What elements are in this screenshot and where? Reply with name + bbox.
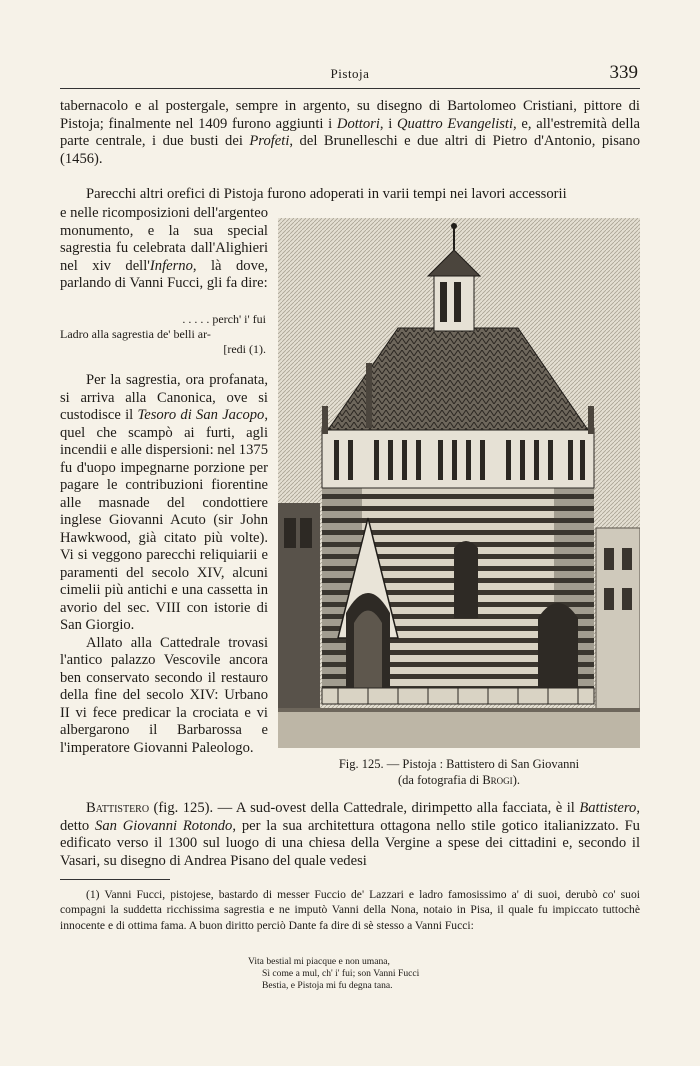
verse-line-1: Vita bestial mi piacque e non umana, — [248, 956, 390, 967]
verse-line-3: Bestia, e Pistoja mi fu degna tana. — [262, 980, 393, 991]
para3-tesoro: Tesoro di San Jacopo — [137, 407, 265, 423]
para5-text-3: , per la sua architettura ottagona nello stile gotico italianizzato. Fu edificato verso il 1300 sul luogo di una chiesa della Vergine a spese dei cittadini e, secondo il Vasari, su disegno di Andrea Pisano del quale vedesi — [60, 817, 640, 869]
footnote-rule — [60, 879, 170, 880]
caption-credit-name: Brogi — [482, 773, 513, 787]
para2-inferno: Inferno — [149, 257, 193, 274]
quote-line-1: . . . . . perch' i' fui — [182, 312, 266, 326]
para2-text-1: e nelle ricomposizioni dell'argenteo monumento, e la sua special sagrestia fu celebrata dall'Alighieri nel xiv dell' — [60, 205, 268, 274]
lead-text-1: tabernacolo e al postergale, sempre in argento, su disegno di Bartolomeo Cristiani, pittore di Pistoja; finalmente nel 1409 furono aggiunti i — [60, 98, 640, 132]
lead-profeti: Profeti — [249, 133, 290, 149]
caption-credit-pre: (da fotografia di — [398, 773, 483, 787]
para5-text-2: , detto — [60, 800, 640, 834]
caption-line-2 — [278, 772, 640, 788]
footnote-text: (1) Vanni Fucci, pistojese, bastardo di messer Fuccio de' Lazzari e ladro famosissimo a' di suoi, derubò co' suoi compagni la suddetta ricchissima sagrestia e ne imputò Vanni della Nona, notaio in Pisa, il quale fu impiccato tuttochè innocente e di ottima fama. A buon diritto perciò Dante fa dire di sè stesso a Vanni Fucci: — [60, 888, 640, 932]
lead-text-2: , i — [379, 115, 397, 132]
figure-caption — [278, 756, 640, 788]
caption-credit-post: ). — [512, 773, 520, 787]
para4: Allato alla Cattedrale trovasi l'antico palazzo Vescovile ancora ben conservato secondo il restauro della fine del secolo XIV: Urbano II vi fece predicar la crociata e vi albergarono il Barbarossa e l'imperatore Giovanni Paleologo. — [60, 634, 268, 756]
quote-line-2: Ladro alla sagrestia de' belli ar- — [60, 327, 211, 341]
battistero-illustration — [278, 218, 640, 748]
para3-text-1: Per la sagrestia, ora profanata, si arriva alla Canonica, ove si custodisce il — [60, 372, 268, 423]
quote-line-3: [redi (1). — [223, 342, 266, 356]
para5-text-1: (fig. 125). — A sud-ovest della Cattedrale, dirimpetto alla facciata, è il — [149, 800, 580, 816]
footnote-verse — [248, 956, 508, 992]
lead-text-3: , e, all'estremità della parte centrale, i due busti dei — [60, 115, 640, 149]
lead-dottori: Dottori — [336, 115, 380, 132]
verse-line-2: Sì come a mul, ch' i' fui; son Vanni Fucci — [262, 968, 420, 979]
para2-column — [60, 205, 268, 293]
para3 — [60, 372, 268, 635]
para5 — [60, 800, 640, 870]
header-rule — [60, 88, 640, 89]
dante-quote — [60, 312, 266, 357]
para5-body — [60, 800, 640, 870]
para5-san-giovanni: San Giovanni Rotondo — [95, 817, 233, 834]
running-title: Pistoja — [330, 66, 370, 81]
page-number: 339 — [609, 62, 638, 83]
para2-first-line: Parecchi altri orefici di Pistoja furono adoperati in varii tempi nei lavori accessorii — [86, 186, 567, 202]
footnote — [60, 887, 640, 933]
lead-evangelisti: Quattro Evangelisti — [397, 115, 514, 132]
para5-battistero: Battistero — [579, 800, 637, 816]
para2-text-2: , là dove, parlando di Vanni Fucci, gli fa dire: — [60, 257, 268, 291]
lead-paragraph — [60, 98, 640, 168]
section-label-battistero: Battistero — [86, 800, 150, 816]
caption-line-1: Fig. 125. — Pistoja : Battistero di San Giovanni — [338, 757, 580, 771]
column-paragraphs — [60, 372, 268, 757]
para3-text-2: , quel che scampò ai furti, agli incendii e alle dispersioni: nel 1375 fu d'uopo impegnarne porzione per pagare le contribuzioni fiorentine alle masnade del condottiere inglese Giovanni Acuto (sir John Hawkwood, già citato più volte). Vi si veggono parecchi reliquiarii e paramenti del secolo XIV, alcuni cimelii più antichi e una cassetta in avorio del sec. VIII con istorie di San Giorgio. — [60, 407, 268, 633]
running-header — [60, 60, 640, 86]
lead-text-4: , del Brunelleschi e due altri di Pietro d'Antonio, pisano (1456). — [60, 133, 640, 167]
